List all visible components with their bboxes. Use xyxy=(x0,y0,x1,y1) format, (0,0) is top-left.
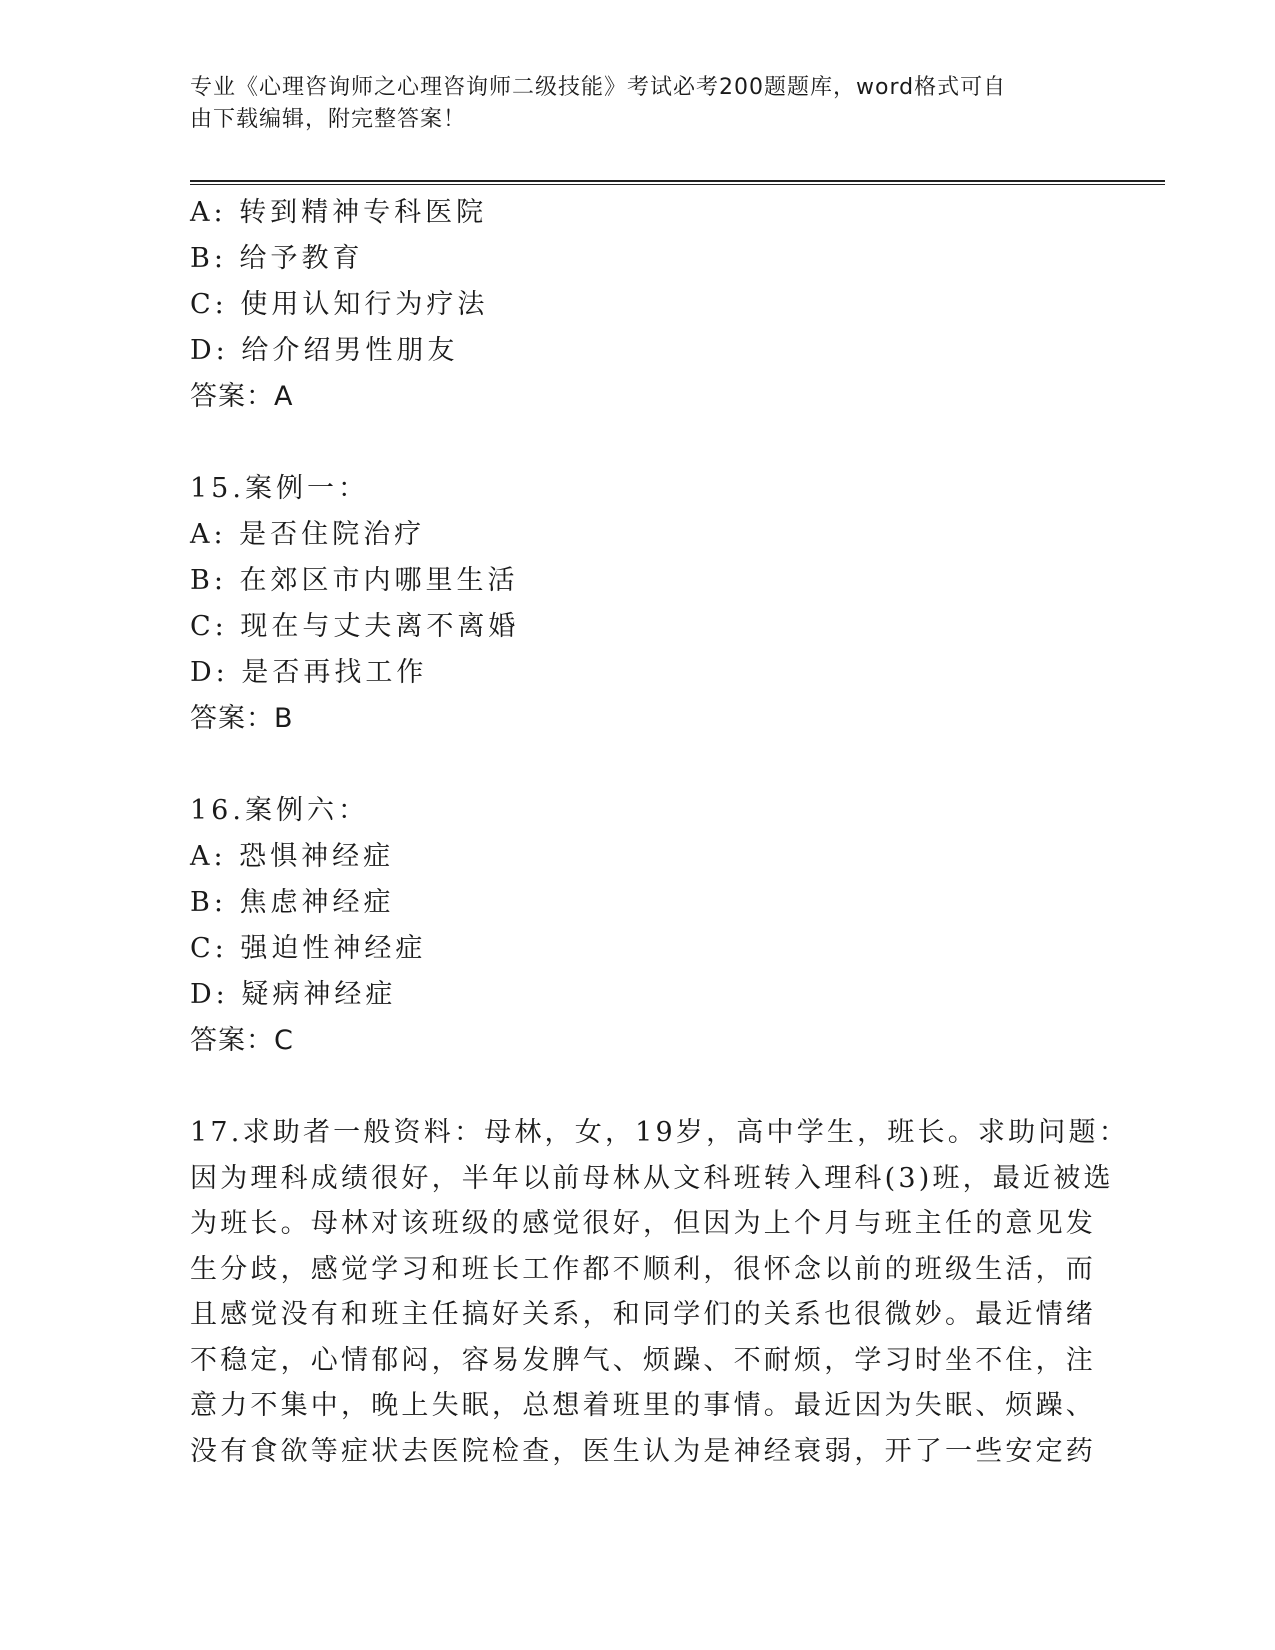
document-header xyxy=(190,72,1070,136)
option-d: D: 疑病神经症 xyxy=(190,979,397,1010)
option-d: D: 是否再找工作 xyxy=(190,657,428,688)
header-line-1: 专业《心理咨询师之心理咨询师二级技能》考试必考200题题库，word格式可自 xyxy=(190,75,1007,100)
question-block-16 xyxy=(190,788,1090,1064)
paragraph-line: 意力不集中，晚上失眠，总想着班里的事情。最近因为失眠、烦躁、 xyxy=(190,1390,1096,1421)
question-title: 16.案例六： xyxy=(190,795,369,826)
header-line-2: 由下载编辑，附完整答案！ xyxy=(190,107,467,132)
option-b: B: 在郊区市内哪里生活 xyxy=(190,565,519,596)
spacer xyxy=(190,420,1090,466)
spacer xyxy=(190,1064,1090,1110)
paragraph-line: 生分歧，感觉学习和班长工作都不顺利，很怀念以前的班级生活，而 xyxy=(190,1253,1096,1285)
paragraph-line: 不稳定，心情郁闷，容易发脾气、烦躁、不耐烦，学习时坐不住，注 xyxy=(190,1344,1096,1376)
option-d: D: 给介绍男性朋友 xyxy=(190,335,459,366)
paragraph-line: 且感觉没有和班主任搞好关系，和同学们的关系也很微妙。最近情绪 xyxy=(190,1299,1096,1330)
option-c: C: 强迫性神经症 xyxy=(190,933,427,964)
option-a: A: 是否住院治疗 xyxy=(190,519,426,550)
option-b: B: 给予教育 xyxy=(190,243,364,274)
answer-line: 答案：A xyxy=(190,381,294,412)
paragraph-line: 17.求助者一般资料：母林，女，19岁，高中学生，班长。求助问题： xyxy=(190,1117,1129,1148)
question-block-14 xyxy=(190,190,1090,420)
answer-line: 答案：B xyxy=(190,703,294,734)
question-title: 15.案例一： xyxy=(190,473,369,504)
question-block-15 xyxy=(190,466,1090,742)
document-body xyxy=(190,190,1129,1474)
paragraph-line: 因为理科成绩很好，半年以前母林从文科班转入理科(3)班，最近被选 xyxy=(190,1162,1114,1194)
question-block-17 xyxy=(190,1110,1129,1474)
option-a: A: 恐惧神经症 xyxy=(190,841,395,872)
option-c: C: 现在与丈夫离不离婚 xyxy=(190,611,520,642)
paragraph-line: 为班长。母林对该班级的感觉很好，但因为上个月与班主任的意见发 xyxy=(190,1208,1096,1239)
option-b: B: 焦虑神经症 xyxy=(190,887,395,918)
header-divider xyxy=(190,180,1165,185)
option-a: A: 转到精神专科医院 xyxy=(190,197,488,228)
paragraph-line: 没有食欲等症状去医院检查，医生认为是神经衰弱，开了一些安定药 xyxy=(190,1435,1096,1467)
spacer xyxy=(190,742,1090,788)
answer-line: 答案：C xyxy=(190,1025,294,1056)
option-c: C: 使用认知行为疗法 xyxy=(190,289,489,320)
